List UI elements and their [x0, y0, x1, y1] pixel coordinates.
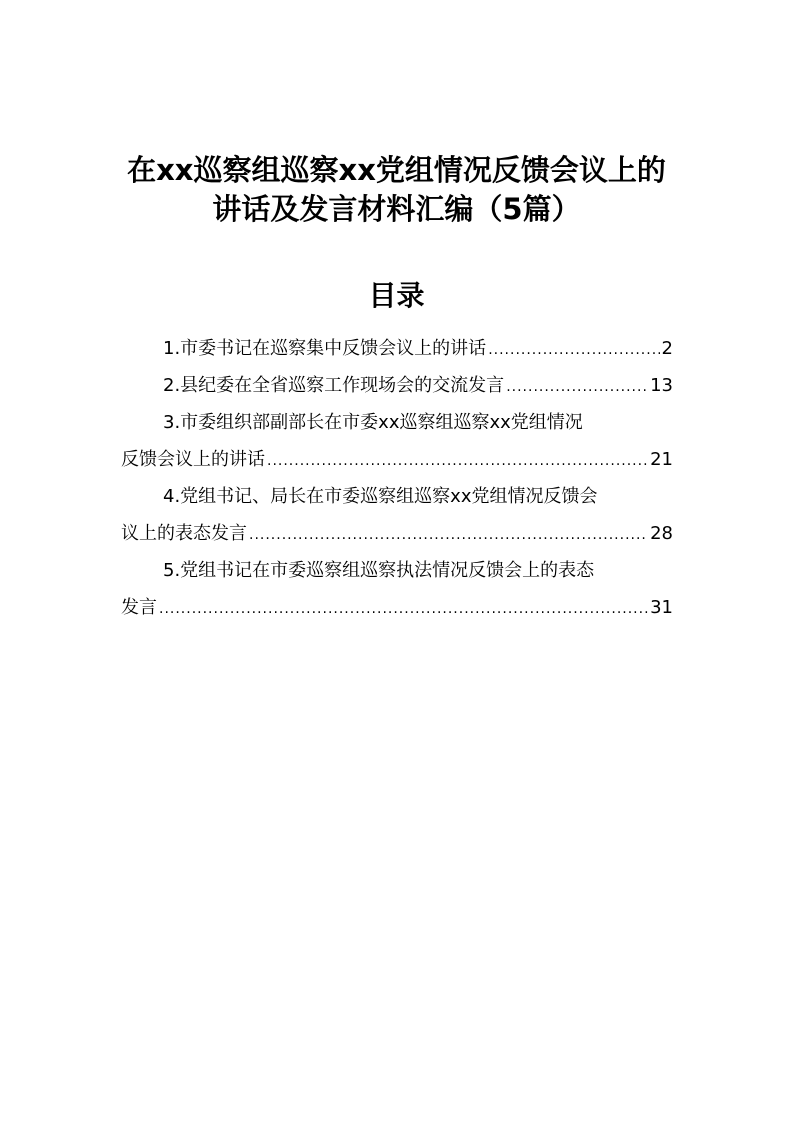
toc-entry-3[interactable] [121, 408, 673, 438]
toc-entry-5-page: 31 [650, 597, 673, 618]
toc-entry-5-title-line2: 发言 [121, 597, 157, 618]
toc-entry-2-page: 13 [650, 375, 673, 396]
toc-entry-5-cont[interactable] [121, 593, 673, 623]
toc-entry-2-title: 2.县纪委在全省巡察工作现场会的交流发言 [163, 375, 505, 396]
toc-heading: 目录 [368, 279, 425, 312]
toc-entry-3-title-line1: 3.市委组织部副部长在市委xx巡察组巡察xx党组情况 [163, 412, 583, 433]
toc-entry-1-leader [488, 335, 659, 365]
toc-entry-3-cont[interactable] [121, 445, 673, 475]
document-title-line1: 在xx巡察组巡察xx党组情况反馈会议上的 [127, 153, 666, 187]
document-title-line2: 讲话及发言材料汇编（5篇） [212, 192, 581, 226]
toc-entry-4-title-line1: 4.党组书记、局长在市委巡察组巡察xx党组情况反馈会 [163, 486, 598, 507]
toc-entry-3-page: 21 [650, 449, 673, 470]
toc-entry-4[interactable] [121, 482, 673, 512]
toc-entry-3-leader [267, 446, 648, 476]
toc-entry-5-leader [159, 594, 648, 624]
toc-entry-2[interactable] [121, 371, 673, 401]
toc-entry-2-leader [506, 372, 648, 402]
toc-entry-5[interactable] [121, 556, 673, 586]
toc-entry-4-cont[interactable] [121, 519, 673, 549]
toc-entry-1-page: 2 [661, 338, 673, 359]
toc-entry-5-title-line1: 5.党组书记在市委巡察组巡察执法情况反馈会上的表态 [163, 560, 595, 581]
toc-entry-3-title-line2: 反馈会议上的讲话 [121, 449, 265, 470]
toc-entry-4-title-line2: 议上的表态发言 [121, 523, 247, 544]
toc-entry-4-page: 28 [650, 523, 673, 544]
toc-entry-1-title: 1.市委书记在巡察集中反馈会议上的讲话 [163, 338, 487, 359]
toc-entry-1[interactable] [121, 334, 673, 364]
toc-entry-4-leader [249, 520, 648, 550]
